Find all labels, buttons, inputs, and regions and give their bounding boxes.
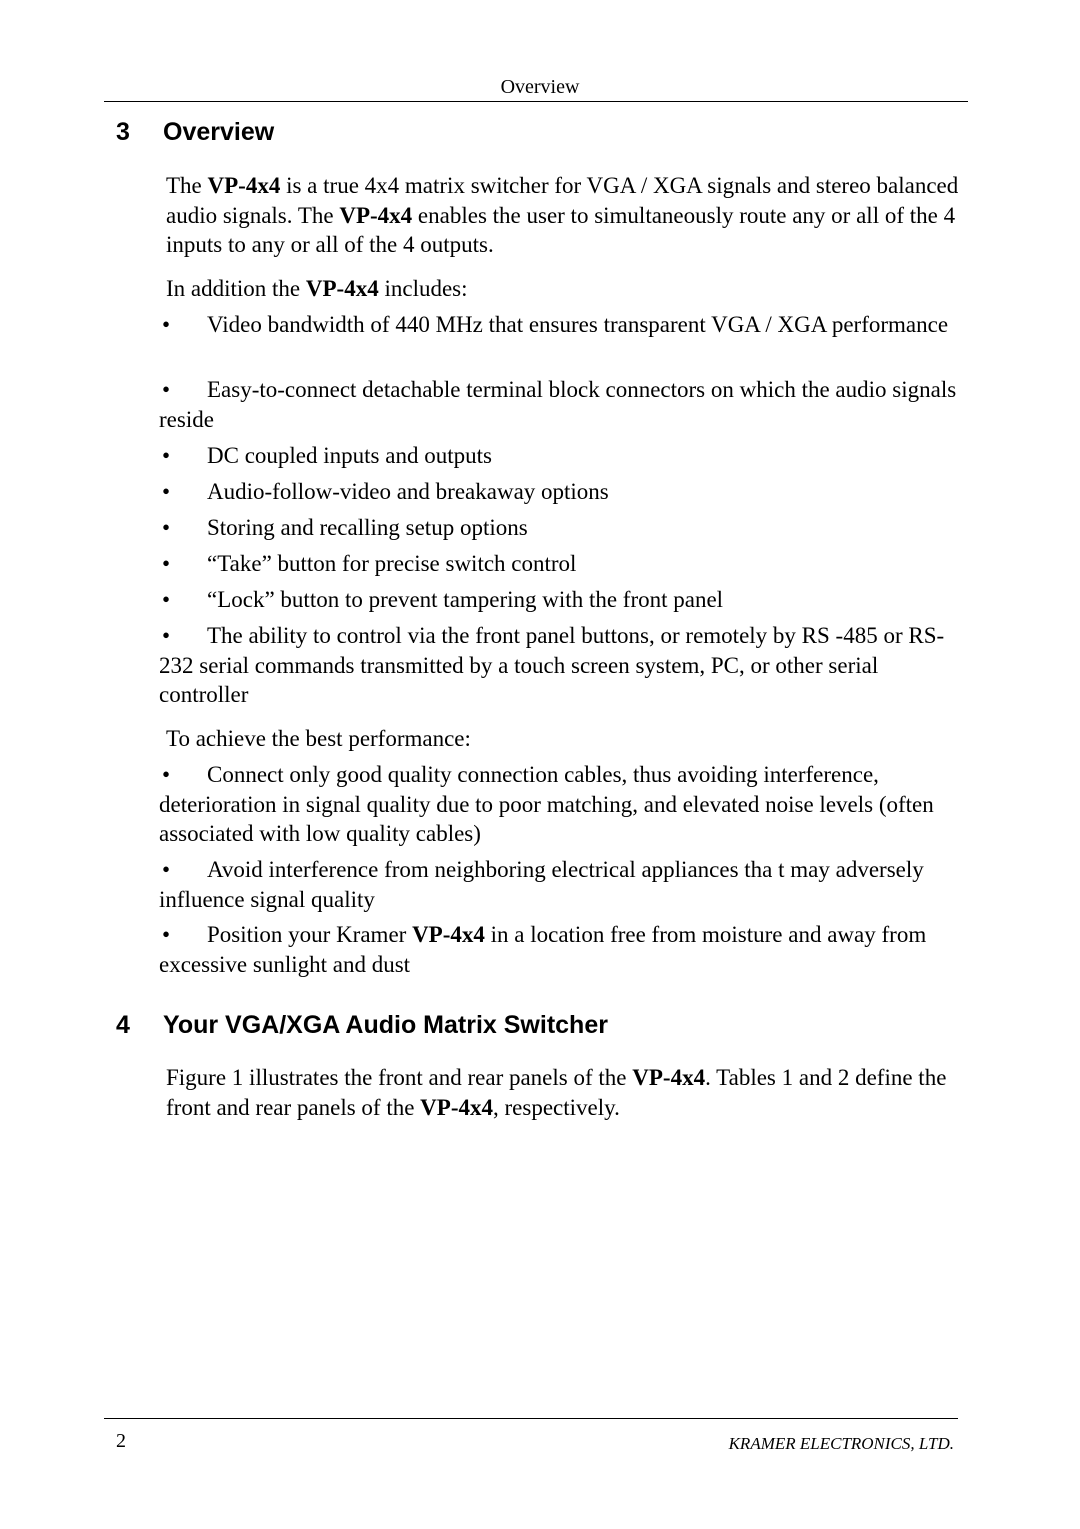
section-4-number: 4 [116,1011,130,1039]
performance-intro: To achieve the best performance: [166,726,471,751]
bullet-glyph: • [162,479,171,504]
section-3-title: Overview [163,118,275,146]
feature-bullet [159,513,969,543]
feature-bullet [159,310,969,340]
bullet-text: Video bandwidth of 440 MHz that ensures transparent VGA / XGA performance [207,312,949,337]
includes-intro [166,274,966,304]
feature-bullet [159,375,969,434]
footer-company: KRAMER ELECTRONICS, LTD. [728,1434,954,1453]
model-name: VP-4x4 [207,173,281,198]
para-text-1b: he [604,1065,633,1090]
bullet-text: Storing and recalling setup options [207,515,528,540]
bullet-glyph: • [162,515,171,540]
intro-text-3: enables the user to simultaneously route any or all of the 4 inputs to any or all of the 4 outputs. [166,202,956,257]
model-name: VP-4x4 [412,922,485,947]
feature-bullet [159,549,969,579]
performance-bullet [159,855,969,914]
section-4-title: Your VGA/XGA Audio Matrix Switcher [163,1011,608,1039]
section-3-heading [116,117,274,147]
bullet-glyph: • [162,312,171,337]
model-name: VP-4x4 [632,1065,706,1090]
feature-bullet [159,441,969,471]
bullet-text: Position your Kramer [207,922,413,947]
page-number: 2 [116,1430,126,1452]
bullet-text: “Lock” button to prevent tampering with the front panel [207,587,724,612]
bullet-glyph: • [162,551,171,576]
bullet-text: Avoid interference from neighboring electrical appliances tha t may adversely influence signal quality [159,857,924,912]
bullet-text: “Take” button for precise switch control [207,551,577,576]
model-name: VP-4x4 [420,1094,493,1120]
bullet-text: Connect only good quality connection cables, thus avoiding interference, deterioration in signal quality due to poor matching, and elevated noise levels (often associated with low quality cables) [159,762,934,846]
bullet-glyph: • [162,443,171,468]
section-4-heading [116,1010,608,1040]
performance-bullet [159,920,969,979]
para-text-3: , respectively. [493,1094,620,1120]
bullet-glyph: • [162,377,171,402]
intro-text-1: The [166,173,208,198]
bullet-text: DC coupled inputs and outputs [207,443,492,468]
header-rule [104,101,968,102]
footer-rule [104,1418,958,1419]
feature-bullet [159,585,969,615]
bullet-glyph: • [162,762,171,787]
intro-paragraph [166,171,966,260]
bullet-text: in a location free from moisture and away from excessive sunlight and dust [159,922,927,977]
includes-text-2: includes: [378,276,468,301]
para-text-2: . Tables 1 and 2 define the front and rear panels of the [166,1065,947,1120]
feature-bullet [159,477,969,507]
feature-bullet [159,621,969,710]
bullet-glyph: • [162,587,171,612]
bullet-text: Easy-to-connect detachable terminal block connectors on which the audio signals reside [159,377,957,432]
bullet-text: The ability to control via the front panel buttons, or remotely by RS -485 or RS-232 serial commands transmitted by a touch screen system, PC, or other serial controller [159,623,945,707]
model-name: VP-4x4 [305,276,379,301]
bullet-glyph: • [162,857,171,882]
running-header: Overview [500,76,580,98]
includes-text-1: In addition the [166,276,306,301]
model-name: VP-4x4 [339,202,413,228]
performance-bullet [159,760,969,849]
bullet-glyph: • [162,922,171,947]
section-3-number: 3 [116,118,130,146]
intro-text-2: is a true 4x4 matrix switcher for VGA / XGA signals and stereo balanced audio signals. The [166,173,959,228]
bullet-text: Audio-follow-video and breakaway options [207,479,609,504]
bullet-glyph: • [162,623,171,648]
figure-description-paragraph [166,1063,966,1122]
para-text-1: Figure 1 illustrates the front and rear panels of t [166,1065,605,1090]
